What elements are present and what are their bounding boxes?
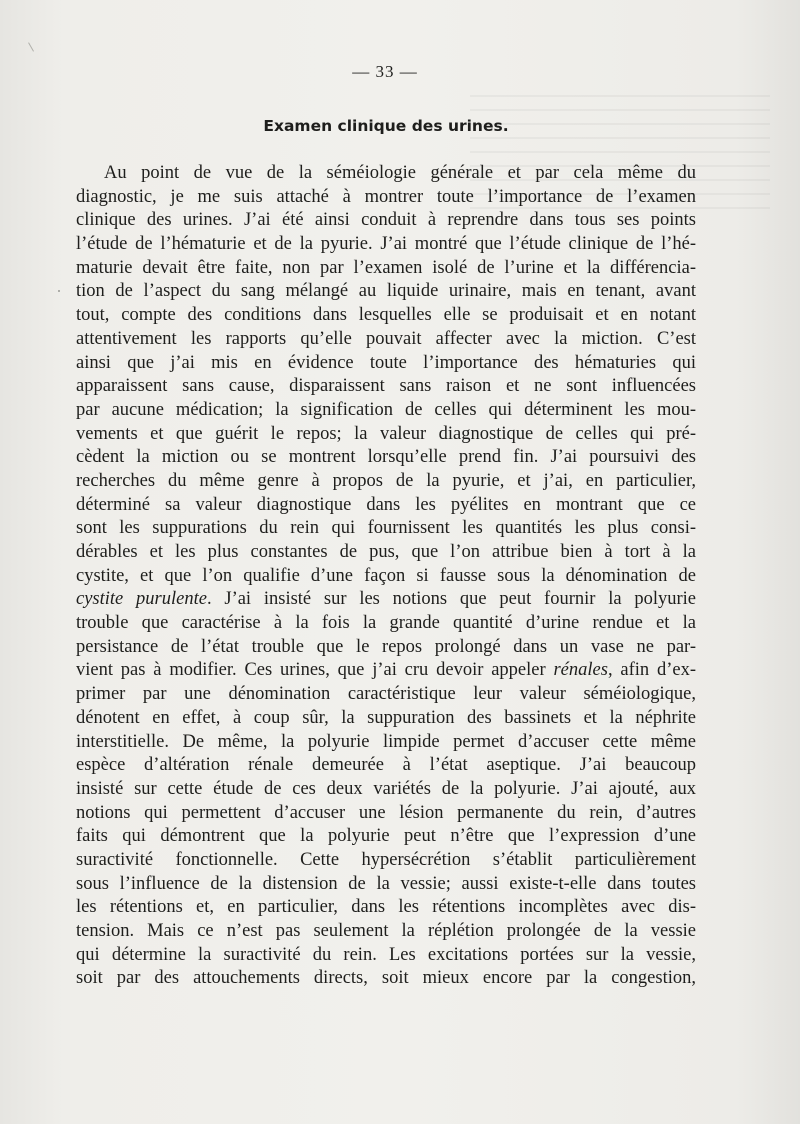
page-number: — 33 — — [352, 62, 418, 81]
text-line: tout, compte des conditions dans lesquelles elle se produisait et en notant — [76, 305, 696, 326]
text-line: dérables et les plus constantes de pus, que l’on attribue bien à tort à la — [76, 542, 696, 562]
text-line: par aucune médication; la signification de celles qui déterminent les mou- — [76, 399, 696, 420]
text-line: tension. Mais ce n’est pas seulement la réplétion prolongée de la vessie — [76, 921, 696, 941]
text-line: interstitielle. De même, la polyurie limpide permet d’accuser cette même — [76, 731, 696, 752]
text-line: ainsi que j’ai mis en évidence toute l’importance des hématuries qui — [76, 352, 696, 373]
text-line: dénotent en effet, à coup sûr, la suppuration des bassinets et la néphrite — [76, 707, 696, 728]
text-line: notions qui permettent d’accuser une lésion permanente du rein, d’autres — [76, 802, 696, 823]
text-line: diagnostic, je me suis attaché à montrer toute l’importance de l’examen — [76, 186, 696, 207]
body-text — [76, 162, 696, 991]
paper-speck — [58, 290, 60, 292]
text-line: attentivement les rapports qu’elle pouvait affecter avec la miction. C’est — [76, 328, 696, 349]
text-line: tion de l’aspect du sang mélangé au liquide urinaire, mais en tenant, avant — [76, 281, 696, 302]
section-heading: Examen clinique des urines. — [263, 117, 509, 135]
text-line: persistance de l’état trouble que le repos prolongé dans un vase ne par- — [76, 636, 696, 657]
text-line: l’étude de l’hématurie et de la pyurie. J’ai montré que l’étude clinique de l’hé- — [76, 234, 696, 255]
text-line: qui détermine la suractivité du rein. Les excitations portées sur la vessie, — [76, 944, 696, 965]
text-line: vements et que guérit le repos; la valeur diagnostique de celles qui pré- — [76, 423, 696, 444]
margin-mark — [28, 38, 41, 51]
text-line: insisté sur cette étude de ces deux variétés de la polyurie. J’ai ajouté, aux — [76, 778, 696, 799]
text-line: déterminé sa valeur diagnostique dans les pyélites en montrant que ce — [76, 494, 696, 515]
text-line: cèdent la miction ou se montrent lorsqu’elle prend fin. J’ai poursuivi des — [76, 447, 696, 468]
text-line: vient pas à modifier. Ces urines, que j’ai cru devoir appeler rénales, afin d’ex- — [76, 660, 696, 681]
text-line: cystite, et que l’on qualifie d’une façon si fausse sous la dénomination de — [76, 565, 696, 586]
text-line: suractivité fonctionnelle. Cette hypersécrétion s’établit particulièrement — [76, 849, 696, 870]
text-line: cystite purulente. J’ai insisté sur les notions que peut fournir la polyurie — [76, 589, 697, 610]
text-line: sous l’influence de la distension de la vessie; aussi existe-t-elle dans toutes — [76, 873, 696, 894]
text-line: Au point de vue de la séméiologie générale et par cela même du — [104, 163, 696, 183]
text-line: soit par des attouchements directs, soit mieux encore par la congestion, — [76, 968, 696, 989]
text-line: les rétentions et, en particulier, dans les rétentions incomplètes avec dis- — [76, 897, 696, 918]
text-line: sont les suppurations du rein qui fournissent les quantités les plus consi- — [76, 518, 696, 539]
text-line: apparaissent sans cause, disparaissent sans raison et ne sont influencées — [76, 376, 696, 397]
text-line: primer par une dénomination caractéristique leur valeur séméiologique, — [76, 684, 696, 705]
text-line: maturie devait être faite, non par l’examen isolé de l’urine et la différencia- — [76, 257, 696, 278]
text-line: recherches du même genre à propos de la pyurie, et j’ai, en particulier, — [76, 470, 696, 491]
italic-term: cystite purulente — [76, 589, 207, 610]
text-line: clinique des urines. J’ai été ainsi conduit à reprendre dans tous ses points — [76, 210, 696, 231]
italic-term: rénales — [553, 660, 608, 681]
text-line: faits qui démontrent que la polyurie peut n’être que l’expression d’une — [76, 826, 696, 847]
text-line: espèce d’altération rénale demeurée à l’état aseptique. J’ai beaucoup — [76, 755, 696, 776]
text-line: trouble que caractérise à la fois la grande quantité d’urine rendue et la — [76, 613, 696, 634]
